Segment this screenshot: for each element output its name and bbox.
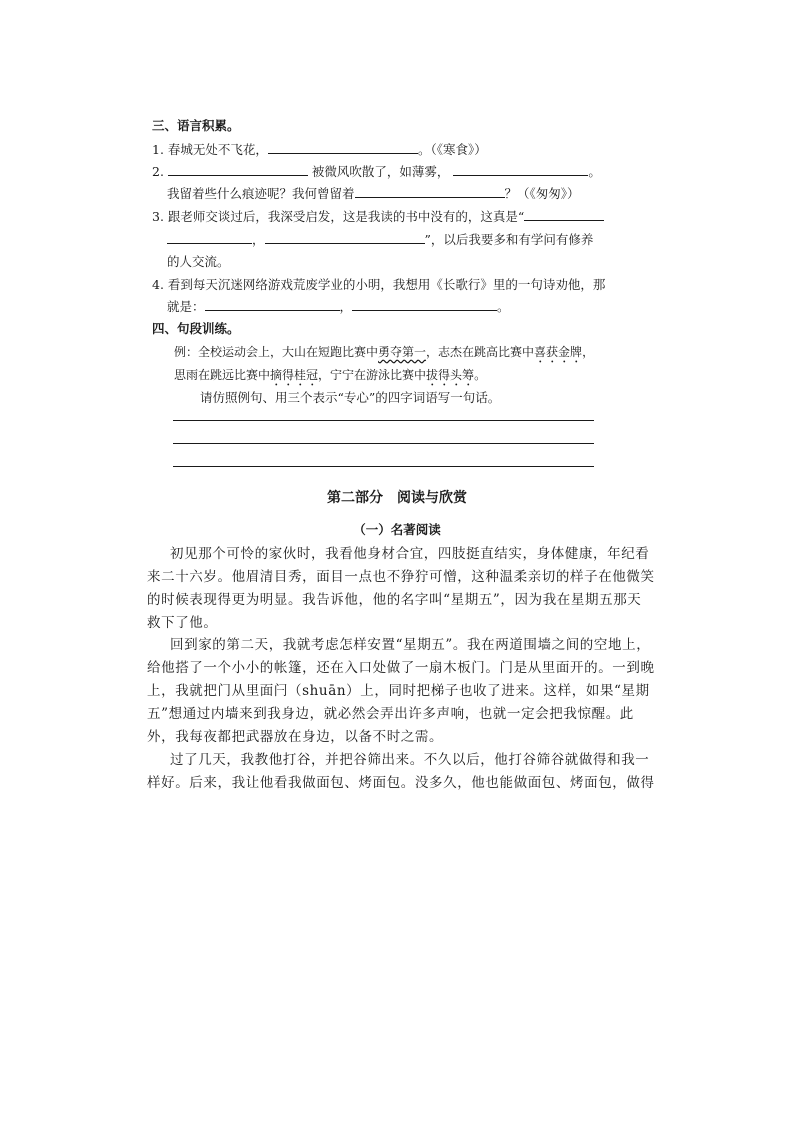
example-text: ， [582, 345, 595, 359]
answer-blank[interactable] [355, 185, 505, 198]
answer-blank[interactable] [167, 231, 252, 244]
example-text: 例：全校运动会上，大山在短跑比赛中 [174, 345, 379, 359]
answer-blank[interactable] [268, 141, 418, 154]
question-3-number: 3. [152, 209, 164, 224]
section-3-heading: 三、语言积累。 [152, 118, 240, 133]
question-2-text-2: 我留着些什么痕迹呢？我何曾留着 [167, 186, 355, 201]
question-4-number: 4. [152, 277, 164, 292]
answer-blank[interactable] [205, 298, 340, 311]
example-line-1 [174, 343, 594, 366]
reading-line: 回到家的第二天，我就考虑怎样安置“星期五”。我在两道围墙之间的空地上， [170, 637, 651, 653]
section-4-heading: 四、句段训练。 [152, 321, 240, 336]
reading-line: 五”想通过内墙来到我身边，就必然会弄出许多声响，也就一定会把我惊醒。此 [147, 706, 634, 722]
example-phrase-dotted: 喜获金牌 [534, 345, 583, 359]
question-2-period: 。 [588, 164, 601, 179]
question-4-line-1 [152, 276, 605, 294]
question-2-number: 2. [152, 164, 164, 179]
question-1-source: 。（《寒食》） [417, 142, 487, 157]
reading-line: 外，我每夜都把武器放在身边，以备不时之需。 [147, 729, 444, 745]
answer-blank[interactable] [524, 208, 604, 221]
question-2-text: 被微风吹散了，如薄雾， [311, 164, 450, 179]
instruction: 请仿照例句、用三个表示“专心”的四字词语写一句话。 [200, 390, 501, 405]
question-1-number: 1. [152, 142, 164, 157]
question-4-text: 看到每天沉迷网络游戏荒废学业的小明，我想用《长歌行》里的一句诗劝他，那 [167, 277, 606, 292]
reading-line: 样好。后来，我让他看我做面包、烤面包。没多久，他也能做面包、烤面包，做得 [147, 775, 655, 791]
question-3-comma: ， [252, 232, 265, 247]
question-2-line-2 [167, 185, 580, 203]
question-3-line-1 [152, 208, 604, 226]
question-2-line-1 [152, 163, 601, 181]
example-phrase-dotted: 摘得桂冠 [270, 368, 319, 382]
reading-line: 初见那个可怜的家伙时，我看他身材合宜，四肢挺直结实，身体健康，年纪看 [170, 546, 650, 562]
reading-line: 给他搭了一个小小的帐篷，还在入口处做了一扇木板门。门是从里面开的。一到晚 [147, 660, 655, 676]
question-1 [152, 141, 487, 159]
part-2-title: 第二部分 阅读与欣赏 [327, 490, 467, 506]
part-2-subtitle: （一）名著阅读 [353, 522, 441, 537]
answer-line[interactable] [173, 420, 594, 421]
reading-line: 上，我就把门从里面闩（shuān）上，同时把梯子也收了进来。这样，如果“星期 [147, 683, 650, 699]
reading-line: 的时候表现得更为明显。我告诉他，他的名字叫“星期五”，因为我在星期五那天 [147, 592, 642, 608]
example-phrase-dotted: 拔得头筹 [426, 368, 475, 382]
question-4-line-2 [167, 298, 510, 316]
example-text: ，志杰在跳高比赛中 [426, 345, 535, 359]
answer-line[interactable] [173, 443, 594, 444]
question-2-source: ？（《匆匆》） [504, 186, 580, 201]
example-line-2 [174, 366, 486, 389]
reading-line: 来二十六岁。他眉清目秀，面目一点也不狰狞可憎，这种温柔亲切的样子在他微笑 [147, 569, 655, 585]
answer-blank[interactable] [265, 231, 425, 244]
question-3-line-2 [167, 231, 593, 249]
example-text: ，宁宁在游泳比赛中 [318, 368, 427, 382]
example-text: 。 [474, 368, 487, 382]
question-4-comma: ， [339, 299, 353, 314]
reading-line: 过了几天，我教他打谷，并把谷筛出来。不久以后，他打谷筛谷就做得和我一 [170, 752, 650, 768]
answer-line[interactable] [173, 466, 594, 467]
answer-blank[interactable] [453, 163, 588, 176]
question-4-text-2: 就是： [167, 299, 205, 314]
example-text: 思雨在跳远比赛中 [174, 368, 271, 382]
example-phrase-wavy: 勇夺第一 [378, 345, 427, 359]
answer-blank[interactable] [352, 298, 497, 311]
question-3-text: 跟老师交谈过后，我深受启发，这是我读的书中没有的，这真是“ [167, 209, 525, 224]
question-3-text-2: ”，以后我要多和有学问有修养 [424, 232, 594, 247]
answer-blank[interactable] [168, 163, 308, 176]
question-4-period: 。 [497, 299, 510, 314]
question-1-text: 春城无处不飞花， [167, 142, 268, 157]
question-3-line-3: 的人交流。 [167, 254, 230, 269]
reading-line: 救下了他。 [147, 615, 218, 631]
